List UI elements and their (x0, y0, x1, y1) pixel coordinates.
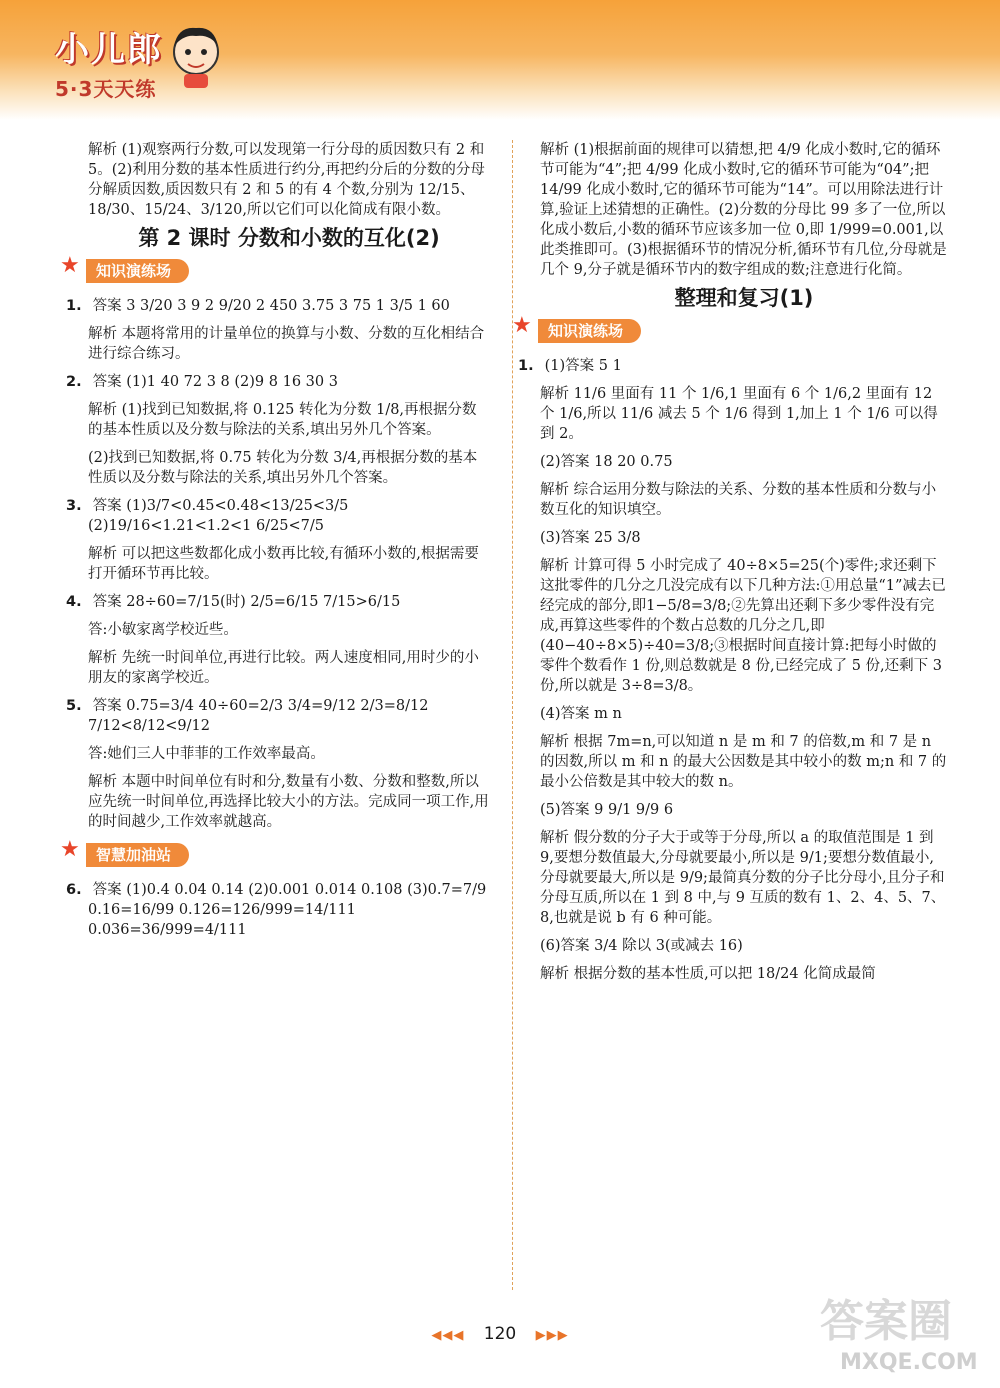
analysis: 解析 先统一时间单位,再进行比较。两人速度相同,用时少的小朋友的家离学校近。 (88, 650, 479, 686)
analysis: 解析 假分数的分子大于或等于分母,所以 a 的取值范围是 1 到 9,要想分数值最大,分母就要最小,所以是 9/1;要想分数值最小,分母就要最大,所以是 9/9;最简真分数的分子比分母小,且分子和分母互质,所以在 1 到 8 中,与 9 互质的数有 1、2、4、5、7、8,也就是说 b 有 6 种可能。 (540, 830, 946, 926)
section-label: 智慧加油站 (86, 843, 189, 867)
logo (55, 22, 163, 102)
analysis: 解析 可以把这些数都化成小数再比较,有循环小数的,根据需要打开循环节再比较。 (88, 546, 479, 582)
question-number: 6. (66, 882, 82, 898)
question-2 (66, 372, 490, 392)
answer-line: 答:她们三人中菲菲的工作效率最高。 (88, 746, 325, 762)
analysis: 解析 本题将常用的计量单位的换算与小数、分数的互化相结合进行综合练习。 (88, 326, 485, 362)
page-number: 120 (483, 1324, 517, 1344)
question-5 (66, 696, 490, 736)
answer: 答案 (1)0.4 0.04 0.14 (2)0.001 0.014 0.108 (3)0.7=7/9 0.16=16/99 0.126=126/999=14/111 0.036=36/999=4/111 (88, 882, 487, 938)
prev-arrows-icon: ◀◀◀ (431, 1328, 465, 1343)
section-label: 知识演练场 (86, 259, 189, 283)
section-label: 知识演练场 (538, 319, 641, 343)
logo-subtitle: 5·3天天练 (55, 77, 157, 101)
analysis: 解析 综合运用分数与除法的关系、分数的基本性质和分数与小数互化的知识填空。 (540, 482, 937, 518)
section-header-practice (512, 313, 948, 344)
logo-title: 小儿郎 (55, 30, 163, 70)
watermark-logo: 答案圈 (820, 1296, 952, 1347)
analysis: 解析 根据分数的基本性质,可以把 18/24 化简成最简 (540, 966, 876, 982)
answer: (4)答案 m n (540, 706, 622, 722)
analysis: 解析 本题中时间单位有时和分,数量有小数、分数和整数,所以应先统一时间单位,再选择比较大小的方法。完成同一项工作,用的时间越少,工作效率就越高。 (88, 774, 489, 830)
answer: (5)答案 9 9/1 9/9 6 (540, 802, 674, 818)
answer: 答案 (1)1 40 72 3 8 (2)9 8 16 30 3 (92, 374, 338, 390)
analysis: (2)找到已知数据,将 0.75 转化为分数 3/4,再根据分数的基本性质以及分数与除法的关系,填出另外几个答案。 (88, 450, 478, 486)
answer: (2)答案 18 20 0.75 (540, 454, 673, 470)
intro-analysis: 解析 (1)观察两行分数,可以发现第一行分母的质因数只有 2 和 5。(2)利用分数的基本性质进行约分,再把约分后的分数的分母分解质因数,质因数只有 2 和 5 的有 4 个数,分别为 12/15、18/30、15/24、3/120,所以它们可以化简成有限小数。 (88, 142, 485, 218)
question-number: 2. (66, 374, 82, 390)
watermark-url: MXQE.COM (840, 1350, 978, 1375)
mascot-icon (166, 20, 226, 90)
analysis: 解析 (1)找到已知数据,将 0.125 转化为分数 1/8,再根据分数的基本性质以及分数与除法的关系,填出另外几个答案。 (88, 402, 477, 438)
section-header-practice (60, 253, 490, 284)
question-1 (66, 296, 490, 316)
question-6 (66, 880, 490, 940)
question-3 (66, 496, 490, 536)
right-column (512, 140, 948, 992)
answer: (1)答案 5 1 (544, 358, 622, 374)
lesson-title: 第 2 课时 分数和小数的互化(2) (138, 226, 440, 250)
lesson-title: 整理和复习(1) (674, 286, 814, 310)
question-4 (66, 592, 490, 612)
answer: (3)答案 25 3/8 (540, 530, 641, 546)
answer: 答案 0.75=3/4 40÷60=2/3 3/4=9/12 2/3=8/12 7/12<8/12<9/12 (88, 698, 429, 734)
question-number: 1. (518, 358, 534, 374)
question-number: 3. (66, 498, 82, 514)
analysis: 解析 根据 7m=n,可以知道 n 是 m 和 7 的倍数,m 和 7 是 n 的因数,所以 m 和 n 的最大公因数是其中较小的数 m;n 和 7 的最小公倍数是其中较大的数 n。 (540, 734, 947, 790)
left-column (60, 140, 490, 948)
section-header-wisdom (60, 837, 490, 868)
answer: 答案 28÷60=7/15(时) 2/5=6/15 7/15>6/15 (92, 594, 401, 610)
star-icon: ★ (60, 253, 80, 278)
answer: 答案 (1)3/7<0.45<0.48<13/25<3/5 (2)19/16<1.21<1.2<1 6/25<7/5 (88, 498, 349, 534)
question-number: 4. (66, 594, 82, 610)
next-arrows-icon: ▶▶▶ (535, 1328, 569, 1343)
star-icon: ★ (512, 313, 532, 338)
analysis-top: 解析 (1)根据前面的规律可以猜想,把 4/9 化成小数时,它的循环节可能为“4”;把 4/99 化成小数时,它的循环节可能为“04”;把 14/99 化成小数时,它的循环节可能为“14”。可以用除法进行计算,验证上述猜想的正确性。(2)分数的分母比 99 多了一位,所以化成小数后,小数的循环节应该多加一位 0,即 1/999=0.001,以此类推即可。(3)根据循环节的情况分析,循环节有几位,分母就是几个 9,分子就是循环节内的数字组成的数;注意进行化简。 (540, 142, 947, 278)
analysis: 解析 11/6 里面有 11 个 1/6,1 里面有 6 个 1/6,2 里面有 12 个 1/6,所以 11/6 减去 5 个 1/6 得到 1,加上 1 个 1/6 可以得到 2。 (540, 386, 938, 442)
analysis: 解析 计算可得 5 小时完成了 40÷8×5=25(个)零件;求还剩下这批零件的几分之几没完成有以下几种方法:①用总量“1”减去已经完成的部分,即1−5/8=3/8;②先算出还剩下多少零件没有完成,再算这些零件的个数占总数的几分之几,即(40−40÷8×5)÷40=3/8;③根据时间直接计算:把每小时做的零件个数看作 1 份,则总数就是 8 份,已经完成了 5 份,还剩下 3 份,所以就是 3÷8=3/8。 (540, 558, 946, 694)
question-1 (518, 356, 948, 376)
star-icon: ★ (60, 837, 80, 862)
answer: (6)答案 3/4 除以 3(或减去 16) (540, 938, 743, 954)
question-number: 1. (66, 298, 82, 314)
answer: 答案 3 3/20 3 9 2 9/20 2 450 3.75 3 75 1 3/5 1 60 (92, 298, 450, 314)
answer-line: 答:小敏家离学校近些。 (88, 622, 238, 638)
question-number: 5. (66, 698, 82, 714)
